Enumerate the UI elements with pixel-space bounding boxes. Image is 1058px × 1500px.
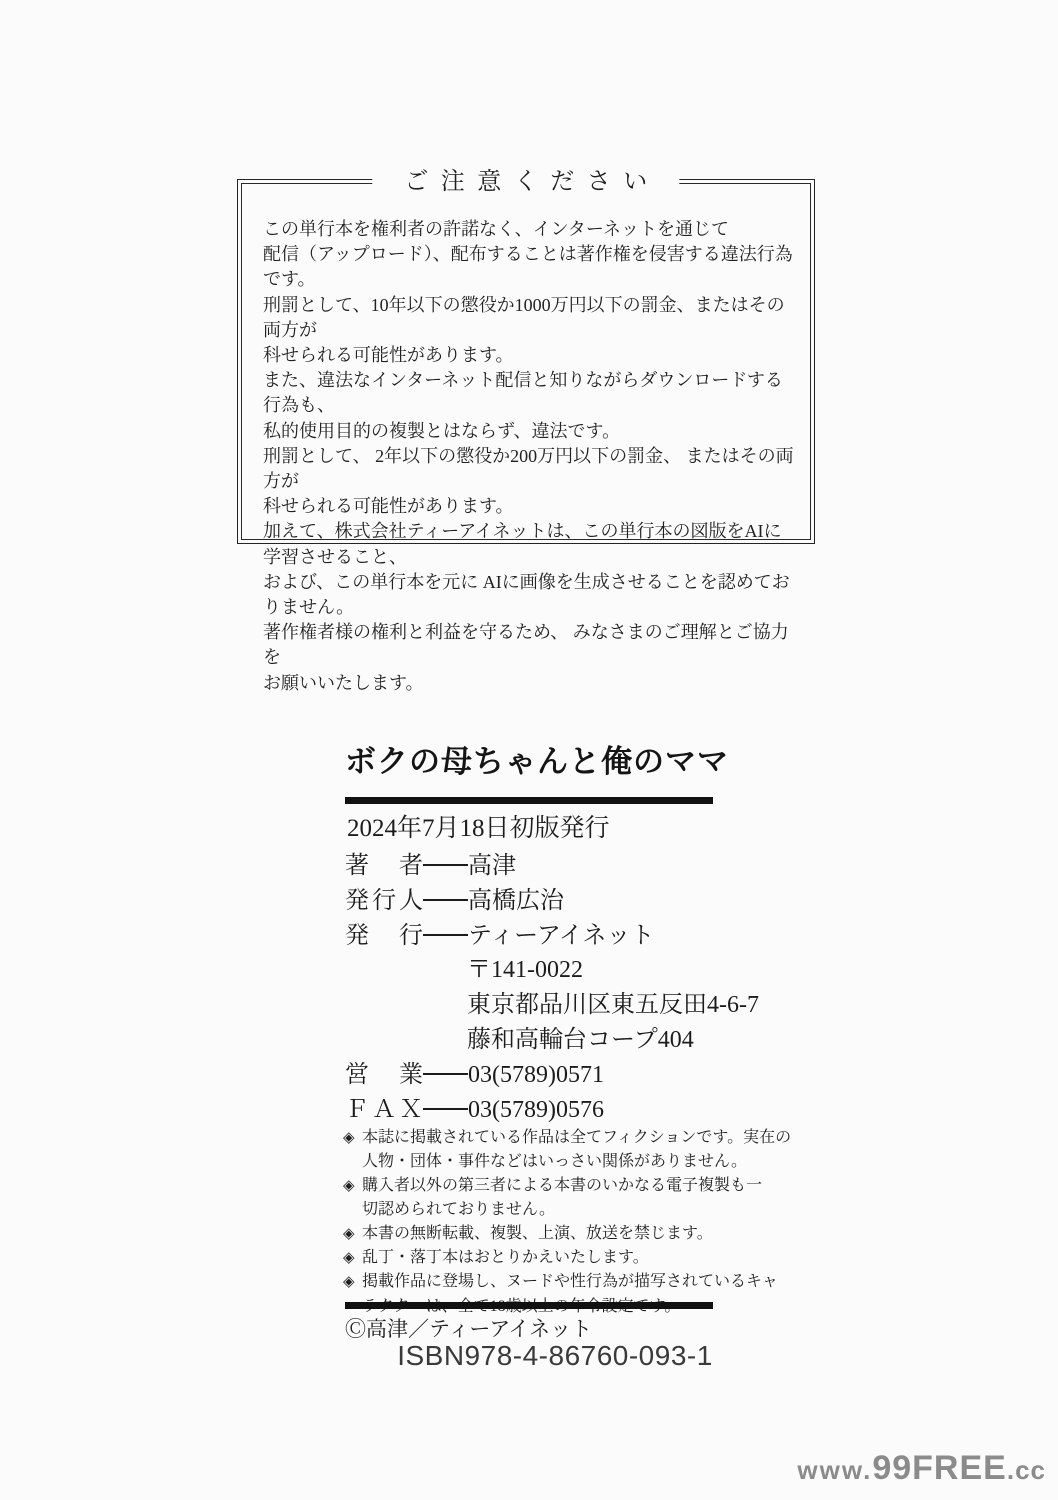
issuer-row	[345, 884, 759, 919]
warning-line: 科せられる可能性があります。	[263, 496, 514, 517]
author-name: 高津	[468, 853, 516, 879]
watermark-site-name: 99FREE	[872, 1449, 1007, 1487]
publisher-name: ティーアイネット	[468, 922, 655, 949]
publisher-address-line: 東京都品川区東五反田4-6-7	[467, 992, 759, 1019]
publisher-label: 発行	[345, 922, 423, 949]
warning-line: お願いいたします。	[263, 672, 424, 693]
note-no-reproduction	[343, 1222, 743, 1246]
fax-label: ＦＡＸ	[345, 1096, 423, 1123]
note-fiction	[343, 1126, 792, 1150]
issuer-label: 発行人	[345, 887, 423, 914]
leader-dash	[423, 864, 468, 866]
note-text: 人物・団体・事件などはいっさい関係がありません。	[362, 1153, 747, 1171]
warning-line: 私的使用目的の複製とはならず、違法です。	[263, 420, 621, 441]
diamond-bullet-icon: ◈	[343, 1130, 355, 1146]
warning-text	[263, 217, 798, 696]
warning-line: 配信（アップロード）、配布することは著作権を侵害する違法行為です。	[263, 244, 793, 290]
watermark-suffix: .cc	[1006, 1455, 1046, 1485]
watermark-prefix: www.	[797, 1455, 873, 1485]
divider-rule-top	[345, 797, 713, 804]
book-title: ボクの母ちゃんと俺のママ	[345, 744, 729, 779]
copyright-line: Ⓒ高津／ティーアイネット	[345, 1317, 593, 1341]
publisher-postal-code: 〒141-0022	[467, 957, 583, 984]
warning-line: および、この単行本を元に AIに画像を生成させることを認めておりません。	[263, 571, 790, 618]
warning-line: 著作権者様の権利と利益を守るため、 みなさまのご理解とご協力を	[263, 622, 789, 668]
note-no-electronic-copy	[343, 1174, 763, 1198]
note-defective-copies	[343, 1246, 743, 1270]
publisher-row	[345, 919, 759, 954]
note-text: 本誌に掲載されている作品は全てフィクションです。実在の	[362, 1129, 792, 1146]
issuer-name: 高橋広治	[468, 887, 564, 914]
diamond-bullet-icon: ◈	[343, 1274, 355, 1291]
diamond-bullet-icon: ◈	[343, 1225, 355, 1242]
warning-box-title: ご注意ください	[372, 161, 679, 196]
note-text: 購入者以外の第三者による本書のいかなる電子複製も一	[362, 1176, 763, 1194]
note-age-statement	[343, 1270, 779, 1294]
fax-row	[345, 1093, 759, 1128]
publication-info	[345, 849, 759, 1127]
warning-line: 科せられる可能性があります。	[263, 345, 514, 366]
fax-number: 03(5789)0576	[468, 1096, 604, 1123]
publisher-address-line: 藤和高輪台コープ404	[467, 1026, 694, 1053]
note-text: 本書の無断転載、複製、上演、放送を禁じます。	[362, 1224, 713, 1242]
warning-line: 刑罰として、10年以下の懲役か1000万円以下の罰金、またはその両方が	[263, 294, 785, 340]
note-text: 切認められておりません。	[362, 1201, 555, 1219]
author-label: 著者	[345, 853, 423, 879]
warning-line: 加えて、株式会社ティーアイネットは、この単行本の図版をAIに学習させること、	[263, 521, 782, 567]
sales-phone: 03(5789)0571	[468, 1061, 604, 1088]
legal-notes	[343, 1126, 792, 1318]
sales-phone-row	[345, 1058, 759, 1093]
leader-dash	[423, 899, 468, 901]
sales-label: 営業	[345, 1061, 423, 1088]
edition-date: 2024年7月18日初版発行	[347, 815, 610, 842]
watermark	[797, 1449, 1046, 1488]
isbn: ISBN978-4-86760-093-1	[397, 1340, 713, 1371]
warning-line: この単行本を権利者の許諾なく、インターネットを通じて	[263, 219, 730, 239]
leader-dash	[423, 1073, 468, 1075]
note-text: 掲載作品に登場し、ヌードや性行為が描写されているキャ	[362, 1273, 779, 1291]
copyright-warning-box	[237, 168, 815, 693]
diamond-bullet-icon: ◈	[343, 1250, 355, 1267]
warning-line: また、違法なインターネット配信と知りながらダウンロードする行為も、	[263, 370, 783, 416]
leader-dash	[423, 1108, 468, 1110]
warning-line: 刑罰として、 2年以下の懲役か200万円以下の罰金、 またはその両方が	[263, 445, 794, 492]
note-text: 乱丁・落丁本はおとりかえいたします。	[362, 1249, 649, 1267]
divider-rule-bottom	[345, 1302, 713, 1309]
author-row	[345, 849, 759, 884]
diamond-bullet-icon: ◈	[343, 1177, 355, 1194]
leader-dash	[423, 934, 468, 936]
